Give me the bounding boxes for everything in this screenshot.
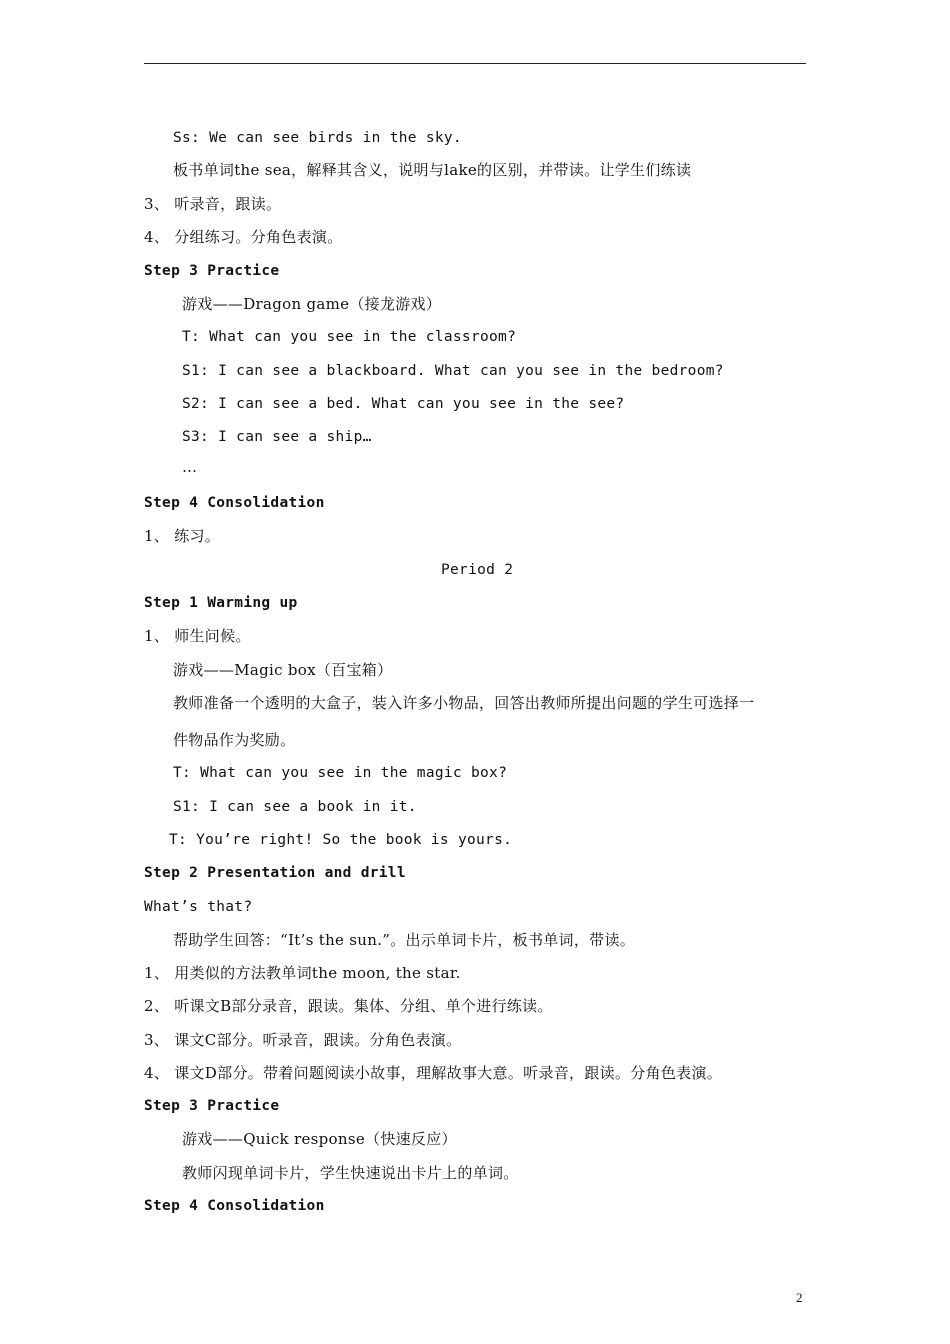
list-item: 2、 听课文B部分录音，跟读。集体、分组、单个进行练读。 [144, 997, 553, 1015]
text-line: 教师准备一个透明的大盒子，装入许多小物品，回答出教师所提出问题的学生可选择一 [173, 694, 755, 712]
text-line: 教师闪现单词卡片，学生快速说出卡片上的单词。 [182, 1164, 519, 1182]
text-line: 帮助学生回答：“It’s the sun.”。出示单词卡片，板书单词，带读。 [173, 931, 636, 949]
text-line: 板书单词the sea，解释其含义，说明与lake的区别，并带读。让学生们练读 [173, 161, 692, 179]
dialogue-line: T: What can you see in the classroom? [182, 329, 517, 345]
page-number: 2 [796, 1290, 803, 1305]
list-item: 1、 用类似的方法教单词the moon, the star. [144, 964, 461, 982]
list-item: 3、 课文C部分。听录音，跟读。分角色表演。 [144, 1031, 462, 1049]
dialogue-line: T: You’re right! So the book is yours. [169, 832, 513, 848]
dialogue-line: S1: I can see a book in it. [173, 799, 417, 815]
dialogue-line: S3: I can see a ship… [182, 429, 372, 445]
game-title: 游戏——Quick response（快速反应） [182, 1130, 457, 1148]
step-heading: Step 4 Consolidation [144, 1198, 325, 1214]
step-heading: Step 3 Practice [144, 263, 280, 279]
text-line: 件物品作为奖励。 [173, 731, 296, 749]
ellipsis-line: … [182, 458, 198, 476]
list-item: 3、 听录音，跟读。 [144, 195, 282, 213]
game-title: 游戏——Magic box（百宝箱） [173, 661, 393, 679]
text-line: What’s that? [144, 899, 253, 915]
list-item: 4、 课文D部分。带着问题阅读小故事，理解故事大意。听录音，跟读。分角色表演。 [144, 1064, 723, 1082]
step-heading: Step 3 Practice [144, 1098, 280, 1114]
step-heading: Step 4 Consolidation [144, 495, 325, 511]
game-title: 游戏——Dragon game（接龙游戏） [182, 295, 442, 313]
header-rule [144, 63, 806, 64]
list-item: 1、 师生问候。 [144, 627, 251, 645]
step-heading: Step 2 Presentation and drill [144, 865, 406, 881]
list-item: 4、 分组练习。分角色表演。 [144, 228, 343, 246]
dialogue-line: S1: I can see a blackboard. What can you see in the bedroom? [182, 363, 724, 379]
step-heading: Step 1 Warming up [144, 595, 298, 611]
period-title: Period 2 [441, 562, 514, 578]
dialogue-line: Ss: We can see birds in the sky. [173, 130, 462, 146]
list-item: 1、 练习。 [144, 527, 221, 545]
dialogue-line: T: What can you see in the magic box? [173, 765, 508, 781]
dialogue-line: S2: I can see a bed. What can you see in the see? [182, 396, 625, 412]
